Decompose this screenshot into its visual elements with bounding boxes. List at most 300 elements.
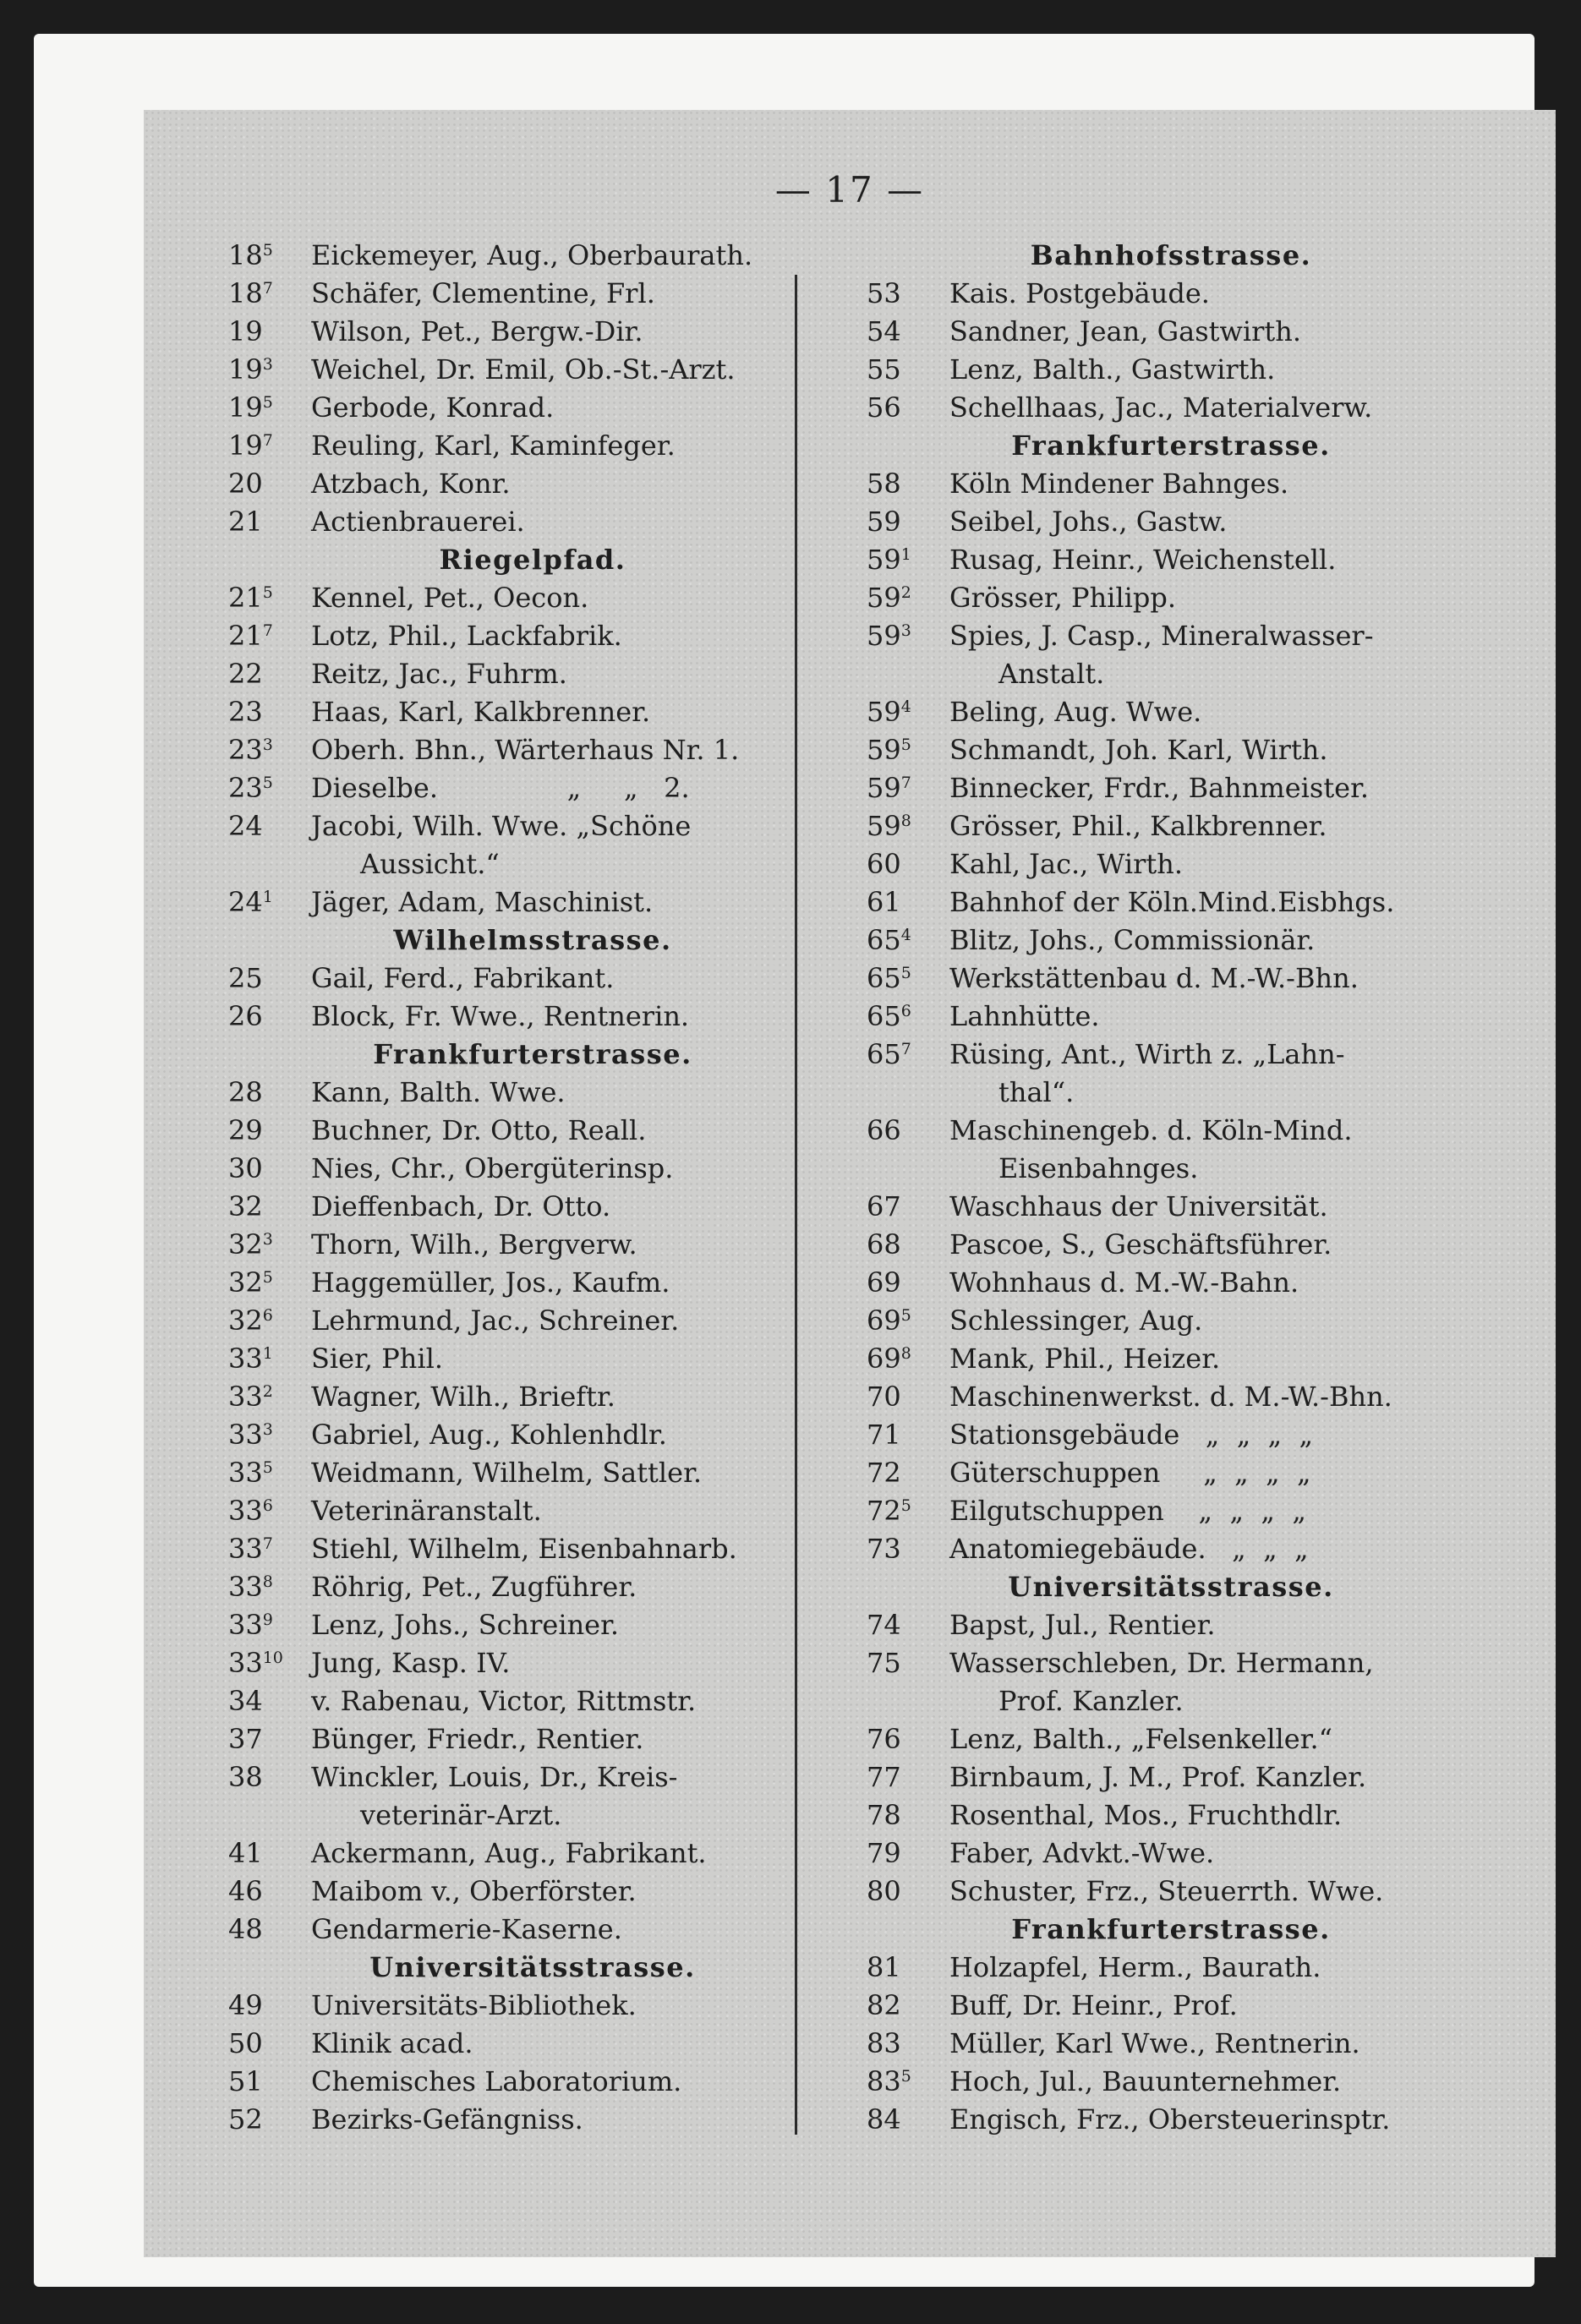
resident-text: Schmandt, Joh. Karl, Wirth. bbox=[949, 734, 1328, 766]
address-entry bbox=[228, 1758, 837, 1796]
resident-text: Jäger, Adam, Maschinist. bbox=[311, 886, 654, 918]
house-number-suffix: 3 bbox=[262, 355, 273, 374]
house-number bbox=[228, 1720, 311, 1758]
house-number-main: 19 bbox=[228, 429, 263, 462]
address-entry bbox=[867, 1530, 1475, 1568]
resident-text: Gerbode, Konrad. bbox=[311, 391, 555, 424]
resident-text: Seibel, Johs., Gastw. bbox=[949, 506, 1228, 538]
house-number-main: 66 bbox=[867, 1114, 901, 1146]
entry-continuation bbox=[228, 1796, 837, 1835]
house-number-suffix: 6 bbox=[262, 1496, 273, 1515]
address-entry bbox=[867, 2025, 1475, 2063]
house-number-main: 21 bbox=[228, 582, 263, 614]
address-entry bbox=[867, 1758, 1475, 1796]
house-number-suffix: 8 bbox=[900, 1344, 911, 1363]
house-number bbox=[228, 960, 311, 998]
house-number-main: 37 bbox=[228, 1723, 263, 1755]
resident-text: Sier, Phil. bbox=[311, 1342, 443, 1375]
house-number-main: 58 bbox=[867, 468, 901, 500]
resident-text: Bünger, Friedr., Rentier. bbox=[311, 1723, 644, 1755]
address-entry bbox=[867, 1188, 1475, 1226]
house-number-main: 67 bbox=[867, 1190, 901, 1222]
house-number bbox=[867, 275, 949, 313]
house-number bbox=[228, 503, 311, 541]
resident-text: Chemisches Laboratorium. bbox=[311, 2065, 682, 2097]
house-number-main: 18 bbox=[228, 277, 263, 309]
address-entry bbox=[867, 1378, 1475, 1416]
house-number bbox=[867, 2025, 949, 2063]
house-number-main: 23 bbox=[228, 696, 263, 728]
resident-text: Blitz, Johs., Commissionär. bbox=[949, 924, 1316, 956]
house-number-main: 46 bbox=[228, 1875, 263, 1907]
address-entry bbox=[228, 465, 837, 503]
entry-continuation bbox=[867, 655, 1475, 693]
house-number bbox=[228, 655, 311, 693]
house-number bbox=[867, 998, 949, 1036]
house-number-main: 32 bbox=[228, 1304, 263, 1337]
resident-text: Binnecker, Frdr., Bahnmeister. bbox=[949, 772, 1370, 804]
house-number bbox=[867, 1682, 949, 1720]
resident-text: Dieffenbach, Dr. Otto. bbox=[311, 1190, 611, 1222]
address-entry bbox=[867, 579, 1475, 617]
house-number-main: 33 bbox=[228, 1647, 263, 1679]
resident-text: Bapst, Jul., Rentier. bbox=[949, 1609, 1216, 1641]
house-number bbox=[228, 1873, 311, 1911]
resident-text: Lotz, Phil., Lackfabrik. bbox=[311, 620, 622, 652]
resident-text: Rusag, Heinr., Weichenstell. bbox=[949, 544, 1337, 576]
resident-text: Bezirks-Gefängniss. bbox=[311, 2103, 583, 2135]
address-entry bbox=[867, 351, 1475, 389]
house-number bbox=[867, 541, 949, 579]
house-number-main: 83 bbox=[867, 2027, 901, 2059]
address-entry bbox=[867, 1454, 1475, 1492]
house-number-suffix: 5 bbox=[900, 1496, 911, 1515]
house-number-main: 19 bbox=[228, 391, 263, 424]
house-number-main: 76 bbox=[867, 1723, 901, 1755]
resident-text: Spies, J. Casp., Mineralwasser- bbox=[949, 620, 1374, 652]
resident-text: Schlessinger, Aug. bbox=[949, 1304, 1203, 1337]
address-entry bbox=[228, 313, 837, 351]
house-number-main: 71 bbox=[867, 1419, 901, 1451]
house-number bbox=[228, 1492, 311, 1530]
house-number bbox=[867, 1454, 949, 1492]
house-number bbox=[228, 389, 311, 427]
resident-text: Wasserschleben, Dr. Hermann, bbox=[949, 1647, 1374, 1679]
house-number-main: 28 bbox=[228, 1076, 263, 1108]
house-number bbox=[228, 1454, 311, 1492]
house-number bbox=[228, 1188, 311, 1226]
address-entry bbox=[228, 1264, 837, 1302]
house-number bbox=[867, 1150, 949, 1188]
street-heading: Frankfurterstrasse. bbox=[373, 1038, 692, 1070]
street-heading: Frankfurterstrasse. bbox=[1011, 1913, 1331, 1945]
house-number-main: 80 bbox=[867, 1875, 901, 1907]
resident-text: Universitäts-Bibliothek. bbox=[311, 1989, 637, 2021]
resident-text: Werkstättenbau d. M.-W.-Bhn. bbox=[949, 962, 1359, 994]
house-number-suffix: 5 bbox=[262, 583, 273, 602]
house-number-suffix: 6 bbox=[900, 1002, 911, 1020]
address-entry bbox=[867, 313, 1475, 351]
resident-text: Lahnhütte. bbox=[949, 1000, 1100, 1032]
resident-text: Jung, Kasp. IV. bbox=[311, 1647, 511, 1679]
house-number bbox=[867, 845, 949, 883]
address-entry bbox=[228, 617, 837, 655]
house-number-main: 61 bbox=[867, 886, 901, 918]
resident-text: Rüsing, Ant., Wirth z. „Lahn- bbox=[949, 1038, 1345, 1070]
house-number-main: 72 bbox=[867, 1457, 901, 1489]
address-entry bbox=[867, 2063, 1475, 2101]
address-entry bbox=[867, 1987, 1475, 2025]
house-number-main: 33 bbox=[228, 1609, 263, 1641]
house-number bbox=[867, 1644, 949, 1682]
address-entry bbox=[228, 960, 837, 998]
resident-text: v. Rabenau, Victor, Rittmstr. bbox=[311, 1685, 697, 1717]
resident-text: Maibom v., Oberförster. bbox=[311, 1875, 637, 1907]
address-entry bbox=[228, 1112, 837, 1150]
resident-text: Lehrmund, Jac., Schreiner. bbox=[311, 1304, 680, 1337]
address-entry bbox=[867, 769, 1475, 807]
resident-text: Block, Fr. Wwe., Rentnerin. bbox=[311, 1000, 690, 1032]
resident-text: Nies, Chr., Obergüterinsp. bbox=[311, 1152, 674, 1184]
resident-text: Engisch, Frz., Obersteuerinsptr. bbox=[949, 2103, 1391, 2135]
house-number-main: 59 bbox=[867, 810, 901, 842]
house-number-suffix: 5 bbox=[262, 1458, 273, 1477]
resident-text: Grösser, Philipp. bbox=[949, 582, 1177, 614]
house-number bbox=[228, 1112, 311, 1150]
resident-text: Schuster, Frz., Steuerrth. Wwe. bbox=[949, 1875, 1384, 1907]
address-entry bbox=[228, 1987, 837, 2025]
address-entry bbox=[867, 1873, 1475, 1911]
address-entry bbox=[867, 503, 1475, 541]
house-number bbox=[867, 1720, 949, 1758]
address-entry bbox=[867, 1644, 1475, 1682]
address-entry bbox=[228, 1835, 837, 1873]
house-number bbox=[867, 960, 949, 998]
house-number bbox=[867, 579, 949, 617]
house-number-suffix: 1 bbox=[262, 1344, 273, 1363]
address-entry bbox=[228, 579, 837, 617]
house-number-main: 59 bbox=[867, 772, 901, 804]
house-number bbox=[867, 1302, 949, 1340]
house-number-suffix: 7 bbox=[900, 774, 911, 792]
house-number-main: 49 bbox=[228, 1989, 263, 2021]
house-number bbox=[228, 1682, 311, 1720]
resident-text: Jacobi, Wilh. Wwe. „Schöne bbox=[311, 810, 692, 842]
house-number-suffix: 4 bbox=[900, 697, 911, 716]
house-number bbox=[228, 1796, 311, 1835]
house-number-main: 78 bbox=[867, 1799, 901, 1831]
house-number bbox=[867, 2063, 949, 2101]
house-number bbox=[228, 1911, 311, 1949]
street-heading: Universitätsstrasse. bbox=[369, 1951, 696, 1983]
house-number bbox=[228, 1340, 311, 1378]
house-number-main: 33 bbox=[228, 1495, 263, 1527]
house-number bbox=[228, 1150, 311, 1188]
address-entry bbox=[867, 921, 1475, 960]
house-number-main: 65 bbox=[867, 962, 901, 994]
house-number bbox=[228, 313, 311, 351]
address-entry bbox=[867, 1340, 1475, 1378]
resident-text: Holzapfel, Herm., Baurath. bbox=[949, 1951, 1321, 1983]
address-entry bbox=[228, 1606, 837, 1644]
address-entry bbox=[228, 503, 837, 541]
address-entry bbox=[867, 1036, 1475, 1074]
house-number-main: 23 bbox=[228, 772, 263, 804]
house-number-main: 33 bbox=[228, 1381, 263, 1413]
house-number-suffix: 7 bbox=[262, 621, 273, 640]
house-number-main: 34 bbox=[228, 1685, 263, 1717]
entry-continuation bbox=[867, 1074, 1475, 1112]
resident-text: Reuling, Karl, Kaminfeger. bbox=[311, 429, 676, 462]
address-entry bbox=[867, 1949, 1475, 1987]
address-entry bbox=[228, 807, 837, 845]
house-number bbox=[867, 1796, 949, 1835]
house-number bbox=[867, 1492, 949, 1530]
resident-text: Gabriel, Aug., Kohlenhdlr. bbox=[311, 1419, 667, 1451]
house-number bbox=[228, 769, 311, 807]
house-number-main: 75 bbox=[867, 1647, 901, 1679]
house-number-main: 59 bbox=[867, 734, 901, 766]
house-number-suffix: 5 bbox=[262, 393, 273, 412]
resident-text: Maschinenwerkst. d. M.-W.-Bhn. bbox=[949, 1381, 1392, 1413]
resident-text: Kennel, Pet., Oecon. bbox=[311, 582, 589, 614]
address-entry bbox=[228, 1188, 837, 1226]
house-number bbox=[867, 731, 949, 769]
house-number-main: 24 bbox=[228, 810, 263, 842]
house-number bbox=[228, 579, 311, 617]
resident-text: Atzbach, Konr. bbox=[311, 468, 511, 500]
house-number-suffix: 2 bbox=[262, 1382, 273, 1401]
house-number bbox=[867, 769, 949, 807]
resident-text: Weidmann, Wilhelm, Sattler. bbox=[311, 1457, 703, 1489]
address-entry bbox=[867, 1226, 1475, 1264]
house-number-main: 59 bbox=[867, 696, 901, 728]
address-entry bbox=[228, 237, 837, 275]
address-entry bbox=[228, 883, 837, 921]
address-entry bbox=[228, 389, 837, 427]
resident-text: Birnbaum, J. M., Prof. Kanzler. bbox=[949, 1761, 1367, 1793]
house-number-main: 60 bbox=[867, 848, 901, 880]
house-number-suffix: 7 bbox=[262, 431, 273, 450]
house-number-main: 52 bbox=[228, 2103, 263, 2135]
house-number-main: 32 bbox=[228, 1190, 263, 1222]
address-entry bbox=[228, 275, 837, 313]
resident-text: Mank, Phil., Heizer. bbox=[949, 1342, 1221, 1375]
house-number-main: 32 bbox=[228, 1266, 263, 1299]
resident-text: Haggemüller, Jos., Kaufm. bbox=[311, 1266, 670, 1299]
resident-text: Gail, Ferd., Fabrikant. bbox=[311, 962, 615, 994]
house-number bbox=[228, 465, 311, 503]
house-number-main: 25 bbox=[228, 962, 263, 994]
resident-text: Anatomiegebäude. „ „ „ bbox=[949, 1533, 1309, 1565]
house-number-main: 54 bbox=[867, 315, 901, 347]
house-number bbox=[228, 2063, 311, 2101]
street-heading: Bahnhofsstrasse. bbox=[1030, 239, 1312, 271]
left-column bbox=[228, 237, 837, 2139]
house-number bbox=[228, 883, 311, 921]
address-entry bbox=[228, 731, 837, 769]
address-entry bbox=[228, 1873, 837, 1911]
resident-text: Prof. Kanzler. bbox=[998, 1685, 1184, 1717]
house-number bbox=[867, 655, 949, 693]
house-number bbox=[867, 1987, 949, 2025]
house-number-main: 59 bbox=[867, 582, 901, 614]
house-number bbox=[867, 1416, 949, 1454]
resident-text: Aussicht.“ bbox=[360, 848, 500, 880]
house-number bbox=[228, 1074, 311, 1112]
address-entry bbox=[867, 1835, 1475, 1873]
house-number bbox=[228, 998, 311, 1036]
address-entry bbox=[228, 1644, 837, 1682]
house-number bbox=[867, 921, 949, 960]
house-number bbox=[228, 1987, 311, 2025]
resident-text: Veterinäranstalt. bbox=[311, 1495, 542, 1527]
resident-text: Wilson, Pet., Bergw.-Dir. bbox=[311, 315, 643, 347]
house-number-main: 23 bbox=[228, 734, 263, 766]
resident-text: Lenz, Balth., „Felsenkeller.“ bbox=[949, 1723, 1333, 1755]
house-number bbox=[228, 1530, 311, 1568]
house-number bbox=[228, 275, 311, 313]
address-entry bbox=[867, 541, 1475, 579]
resident-text: Oberh. Bhn., Wärterhaus Nr. 1. bbox=[311, 734, 740, 766]
house-number-main: 65 bbox=[867, 924, 901, 956]
street-heading: Riegelpfad. bbox=[439, 544, 626, 576]
house-number bbox=[867, 465, 949, 503]
house-number-main: 29 bbox=[228, 1114, 263, 1146]
resident-text: Gendarmerie-Kaserne. bbox=[311, 1913, 622, 1945]
house-number-main: 32 bbox=[228, 1228, 263, 1260]
house-number-suffix: 5 bbox=[900, 735, 911, 754]
house-number-main: 83 bbox=[867, 2065, 901, 2097]
house-number-main: 21 bbox=[228, 506, 263, 538]
address-entry bbox=[867, 1264, 1475, 1302]
house-number bbox=[867, 693, 949, 731]
house-number bbox=[228, 2101, 311, 2139]
house-number-suffix: 5 bbox=[900, 964, 911, 982]
address-entry bbox=[867, 998, 1475, 1036]
house-number-main: 84 bbox=[867, 2103, 901, 2135]
house-number-main: 56 bbox=[867, 391, 901, 424]
house-number-main: 72 bbox=[867, 1495, 901, 1527]
house-number-suffix: 3 bbox=[262, 735, 273, 754]
house-number bbox=[867, 1530, 949, 1568]
street-heading: Frankfurterstrasse. bbox=[1011, 429, 1331, 462]
house-number-main: 33 bbox=[228, 1457, 263, 1489]
house-number bbox=[867, 2101, 949, 2139]
house-number bbox=[867, 1873, 949, 1911]
address-entry bbox=[228, 351, 837, 389]
address-entry bbox=[228, 1340, 837, 1378]
house-number bbox=[867, 503, 949, 541]
resident-text: Beling, Aug. Wwe. bbox=[949, 696, 1202, 728]
address-entry bbox=[867, 1492, 1475, 1530]
house-number-main: 38 bbox=[228, 1761, 263, 1793]
address-entry bbox=[867, 275, 1475, 313]
resident-text: Wohnhaus d. M.-W.-Bahn. bbox=[949, 1266, 1299, 1299]
address-entry bbox=[228, 1378, 837, 1416]
house-number-suffix: 1 bbox=[262, 888, 273, 906]
address-entry bbox=[867, 883, 1475, 921]
house-number bbox=[228, 351, 311, 389]
house-number bbox=[867, 389, 949, 427]
address-entry bbox=[867, 465, 1475, 503]
resident-text: Stiehl, Wilhelm, Eisenbahnarb. bbox=[311, 1533, 737, 1565]
address-entry bbox=[228, 1226, 837, 1264]
address-entry bbox=[228, 1416, 837, 1454]
address-entry bbox=[867, 1606, 1475, 1644]
house-number-suffix: 3 bbox=[262, 1420, 273, 1439]
house-number-suffix: 7 bbox=[262, 1534, 273, 1553]
address-entry bbox=[867, 845, 1475, 883]
resident-text: Actienbrauerei. bbox=[311, 506, 525, 538]
house-number-suffix: 5 bbox=[262, 774, 273, 792]
house-number-main: 33 bbox=[228, 1571, 263, 1603]
resident-text: Eilgutschuppen „ „ „ „ bbox=[949, 1495, 1306, 1527]
resident-text: Lenz, Balth., Gastwirth. bbox=[949, 353, 1276, 386]
house-number bbox=[228, 1302, 311, 1340]
house-number-main: 82 bbox=[867, 1989, 901, 2021]
house-number bbox=[228, 1606, 311, 1644]
house-number-suffix: 2 bbox=[900, 583, 911, 602]
house-number-suffix: 3 bbox=[262, 1230, 273, 1249]
resident-text: Pascoe, S., Geschäftsführer. bbox=[949, 1228, 1332, 1260]
house-number bbox=[867, 1835, 949, 1873]
house-number bbox=[228, 1416, 311, 1454]
page-number: — 17 — bbox=[774, 169, 925, 211]
house-number bbox=[867, 1074, 949, 1112]
resident-text: Klinik acad. bbox=[311, 2027, 473, 2059]
house-number bbox=[228, 1644, 311, 1682]
resident-text: Hoch, Jul., Bauunternehmer. bbox=[949, 2065, 1342, 2097]
address-entry bbox=[228, 1911, 837, 1949]
house-number-main: 81 bbox=[867, 1951, 901, 1983]
street-heading: Wilhelmsstrasse. bbox=[393, 924, 672, 956]
resident-text: Köln Mindener Bahnges. bbox=[949, 468, 1289, 500]
house-number bbox=[867, 1606, 949, 1644]
address-entry bbox=[867, 389, 1475, 427]
house-number bbox=[867, 1264, 949, 1302]
resident-text: Buff, Dr. Heinr., Prof. bbox=[949, 1989, 1238, 2021]
house-number-suffix: 5 bbox=[900, 1306, 911, 1325]
address-entry bbox=[867, 2101, 1475, 2139]
resident-text: Weichel, Dr. Emil, Ob.-St.-Arzt. bbox=[311, 353, 736, 386]
resident-text: Anstalt. bbox=[998, 658, 1105, 690]
resident-text: Schellhaas, Jac., Materialverw. bbox=[949, 391, 1373, 424]
house-number bbox=[228, 237, 311, 275]
address-entry bbox=[228, 2101, 837, 2139]
address-entry bbox=[228, 1074, 837, 1112]
house-number-main: 18 bbox=[228, 239, 263, 271]
resident-text: Güterschuppen „ „ „ „ bbox=[949, 1457, 1311, 1489]
resident-text: Eisenbahnges. bbox=[998, 1152, 1199, 1184]
resident-text: Waschhaus der Universität. bbox=[949, 1190, 1328, 1222]
address-entry bbox=[228, 427, 837, 465]
house-number-main: 69 bbox=[867, 1342, 901, 1375]
resident-text: Ackermann, Aug., Fabrikant. bbox=[311, 1837, 707, 1869]
house-number bbox=[228, 617, 311, 655]
house-number bbox=[867, 1378, 949, 1416]
address-entry bbox=[228, 769, 837, 807]
house-number-main: 65 bbox=[867, 1000, 901, 1032]
entry-continuation bbox=[867, 1682, 1475, 1720]
house-number bbox=[228, 807, 311, 845]
address-entry bbox=[867, 1796, 1475, 1835]
resident-text: Schäfer, Clementine, Frl. bbox=[311, 277, 655, 309]
house-number-main: 69 bbox=[867, 1304, 901, 1337]
house-number-main: 59 bbox=[867, 506, 901, 538]
house-number-main: 20 bbox=[228, 468, 263, 500]
address-entry bbox=[867, 693, 1475, 731]
